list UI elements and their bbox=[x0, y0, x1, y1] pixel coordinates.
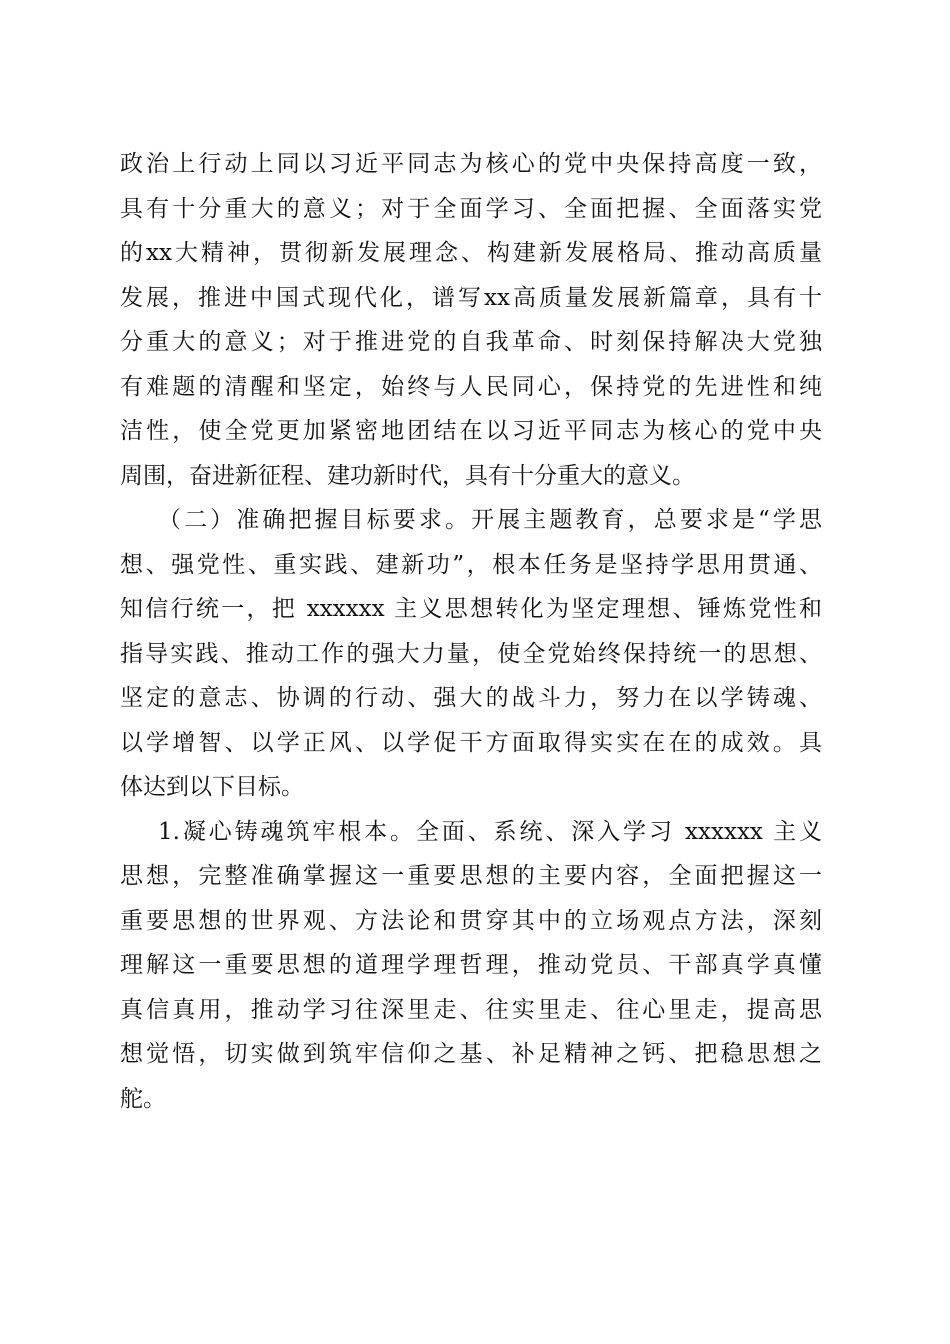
text-line: 思想，完整准确掌握这一重要思想的主要内容，全面把握这一 bbox=[120, 863, 822, 889]
document-page bbox=[120, 144, 822, 1123]
text-line: 有难题的清醒和坚定，始终与人民同心，保持党的先进性和纯 bbox=[120, 373, 822, 400]
text-line: 理解这一重要思想的道理学理哲理，推动党员、干部真学真懂 bbox=[120, 952, 822, 978]
text-line: 知信行统一，把 xxxxxx 主义思想转化为坚定理想、锤炼党性和 bbox=[120, 596, 822, 622]
text-line: 想、强党性、重实践、建新功”，根本任务是坚持学思用贯通、 bbox=[120, 551, 822, 578]
text-line: 洁性，使全党更加紧密地团结在以习近平同志为核心的党中央 bbox=[120, 418, 822, 444]
text-line: 以学增智、以学正风、以学促干方面取得实实在在的成效。具 bbox=[120, 729, 822, 756]
text-line: 指导实践、推动工作的强大力量，使全党始终保持统一的思想、 bbox=[120, 640, 822, 667]
text-line bbox=[120, 500, 822, 545]
text-line: 周围，奋进新征程、建功新时代，具有十分重大的意义。 bbox=[120, 462, 695, 489]
text-line: 具有十分重大的意义；对于全面学习、全面把握、全面落实党 bbox=[120, 195, 822, 222]
section-heading: （二）准确把握目标要求。 bbox=[158, 507, 472, 533]
paragraph-significance bbox=[120, 144, 822, 500]
text-line: 发展，推进中国式现代化，谱写xx高质量发展新篇章，具有十 bbox=[120, 284, 822, 311]
text-line: 体达到以下目标。 bbox=[120, 774, 304, 800]
text-line: 舵。 bbox=[120, 1085, 166, 1112]
text-line: 分重大的意义；对于推进党的自我革命、时刻保持解决大党独 bbox=[120, 329, 822, 355]
text-run: 开展主题教育，总要求是“学思 bbox=[471, 507, 822, 533]
text-line: 的xx大精神，贯彻新发展理念、构建新发展格局、推动高质量 bbox=[120, 240, 822, 266]
text-line: 重要思想的世界观、方法论和贯穿其中的立场观点方法，深刻 bbox=[120, 907, 822, 934]
text-line: 政治上行动上同以习近平同志为核心的党中央保持高度一致， bbox=[120, 151, 822, 177]
text-line: 想觉悟，切实做到筑牢信仰之基、补足精神之钙、把稳思想之 bbox=[120, 1041, 822, 1067]
text-line: 坚定的意志、协调的行动、强大的战斗力，努力在以学铸魂、 bbox=[120, 685, 822, 711]
paragraph-goal-1 bbox=[120, 812, 822, 1124]
text-line: 1.凝心铸魂筑牢根本。全面、系统、深入学习 xxxxxx 主义 bbox=[158, 818, 822, 845]
paragraph-goals bbox=[120, 500, 822, 812]
text-line: 真信真用，推动学习往深里走、往实里走、往心里走，提高思 bbox=[120, 996, 822, 1023]
